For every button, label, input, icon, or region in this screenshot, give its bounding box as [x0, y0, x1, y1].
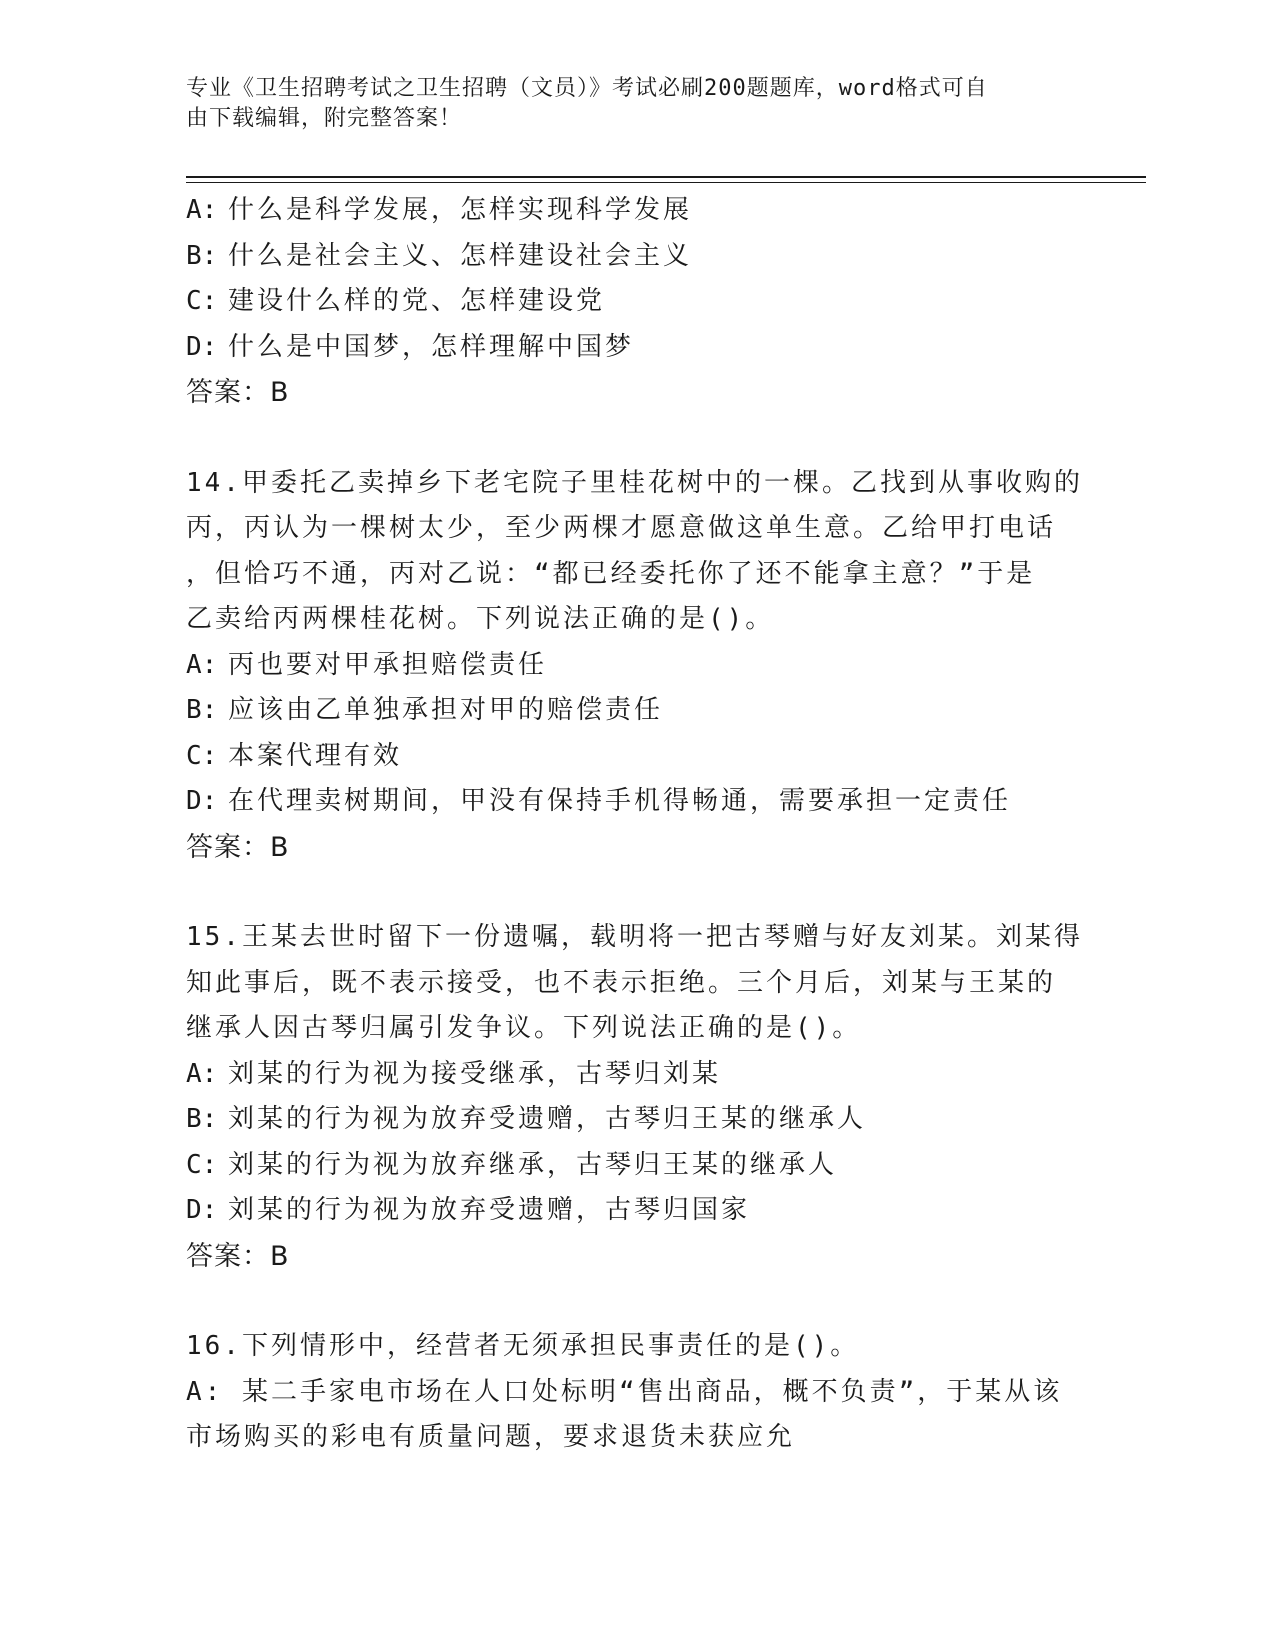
spacer: [186, 870, 1066, 915]
option-text: 刘某的行为视为放弃继承，古琴归王某的继承人: [228, 1149, 838, 1180]
prev-answer: 答案：B: [186, 377, 290, 408]
option-text: 本案代理有效: [228, 740, 403, 771]
option-key: A:: [186, 649, 218, 680]
q15-answer: 答案：B: [186, 1240, 290, 1272]
q14-stem-line: 14.甲委托乙卖掉乡下老宅院子里桂花树中的一棵。乙找到从事收购的: [186, 467, 1083, 498]
q14-option-b: [186, 688, 1066, 734]
q15-stem-line: 15.王某去世时留下一份遗嘱，载明将一把古琴赠与好友刘某。刘某得: [186, 922, 1083, 952]
option-key: D:: [186, 786, 218, 816]
option-key: A:: [186, 1058, 218, 1089]
q14-stem-line: 乙卖给丙两棵桂花树。下列说法正确的是()。: [186, 604, 775, 634]
prev-option-b: [186, 234, 1066, 280]
option-key: C:: [186, 1149, 218, 1180]
prev-option-a: [186, 188, 1066, 234]
header-line-1: 专业《卫生招聘考试之卫生招聘（文员）》考试必刷200题题库，word格式可自: [186, 76, 988, 101]
q14-option-a: [186, 643, 1066, 689]
option-key: B:: [186, 1104, 218, 1134]
option-text: 在代理卖树期间，甲没有保持手机得畅通，需要承担一定责任: [228, 786, 1012, 816]
q16-stem-line: 16.下列情形中，经营者无须承担民事责任的是()。: [186, 1331, 860, 1361]
q14-option-c: [186, 734, 1066, 780]
q15-stem-line: 知此事后，既不表示接受，也不表示拒绝。三个月后，刘某与王某的: [186, 967, 1057, 998]
q14-stem-line: 丙，丙认为一棵树太少，至少两棵才愿意做这单生意。乙给甲打电话: [186, 513, 1057, 543]
q14-option-d: [186, 779, 1066, 825]
option-text: 刘某的行为视为接受继承，古琴归刘某: [228, 1058, 722, 1089]
q14-stem-line: ，但恰巧不通，丙对乙说：“都已经委托你了还不能拿主意？”于是: [186, 558, 1036, 589]
q15-option-d: [186, 1188, 1066, 1234]
option-text: 应该由乙单独承担对甲的赔偿责任: [228, 695, 664, 725]
prev-option-d: [186, 325, 1066, 371]
option-text: 刘某的行为视为放弃受遗赠，古琴归王某的继承人: [228, 1104, 867, 1134]
option-key: B:: [186, 240, 218, 271]
option-text: 建设什么样的党、怎样建设党: [228, 286, 606, 316]
option-text: 什么是科学发展，怎样实现科学发展: [228, 195, 693, 225]
option-text: 丙也要对甲承担赔偿责任: [228, 649, 548, 680]
option-key: B:: [186, 695, 218, 725]
prev-option-c: [186, 279, 1066, 325]
option-text: 刘某的行为视为放弃受遗赠，古琴归国家: [228, 1195, 751, 1225]
option-text: 什么是社会主义、怎样建设社会主义: [228, 240, 693, 271]
option-key: C:: [186, 286, 218, 316]
option-key: C:: [186, 740, 218, 771]
option-key: A:: [186, 195, 218, 225]
option-text: 什么是中国梦，怎样理解中国梦: [228, 331, 635, 362]
q15-stem-line: 继承人因古琴归属引发争议。下列说法正确的是()。: [186, 1013, 862, 1043]
header-rule-thick: [186, 176, 1146, 178]
header-line-2: 由下载编辑，附完整答案！: [186, 106, 463, 131]
q16-option-a-line: 市场购买的彩电有质量问题，要求退货未获应允: [186, 1422, 796, 1452]
q16-option-a-line: A: 某二手家电市场在人口处标明“售出商品，概不负责”，于某从该: [186, 1376, 1063, 1407]
question-content: [186, 188, 1083, 1461]
option-key: D:: [186, 331, 218, 362]
header-rule-thin: [186, 182, 1146, 183]
q15-option-a: [186, 1052, 1066, 1098]
document-header: [186, 74, 1066, 134]
q14-answer: 答案：B: [186, 831, 290, 863]
q15-option-b: [186, 1097, 1066, 1143]
q15-option-c: [186, 1143, 1066, 1189]
spacer: [186, 416, 1066, 461]
option-key: D:: [186, 1195, 218, 1225]
spacer: [186, 1279, 1066, 1324]
